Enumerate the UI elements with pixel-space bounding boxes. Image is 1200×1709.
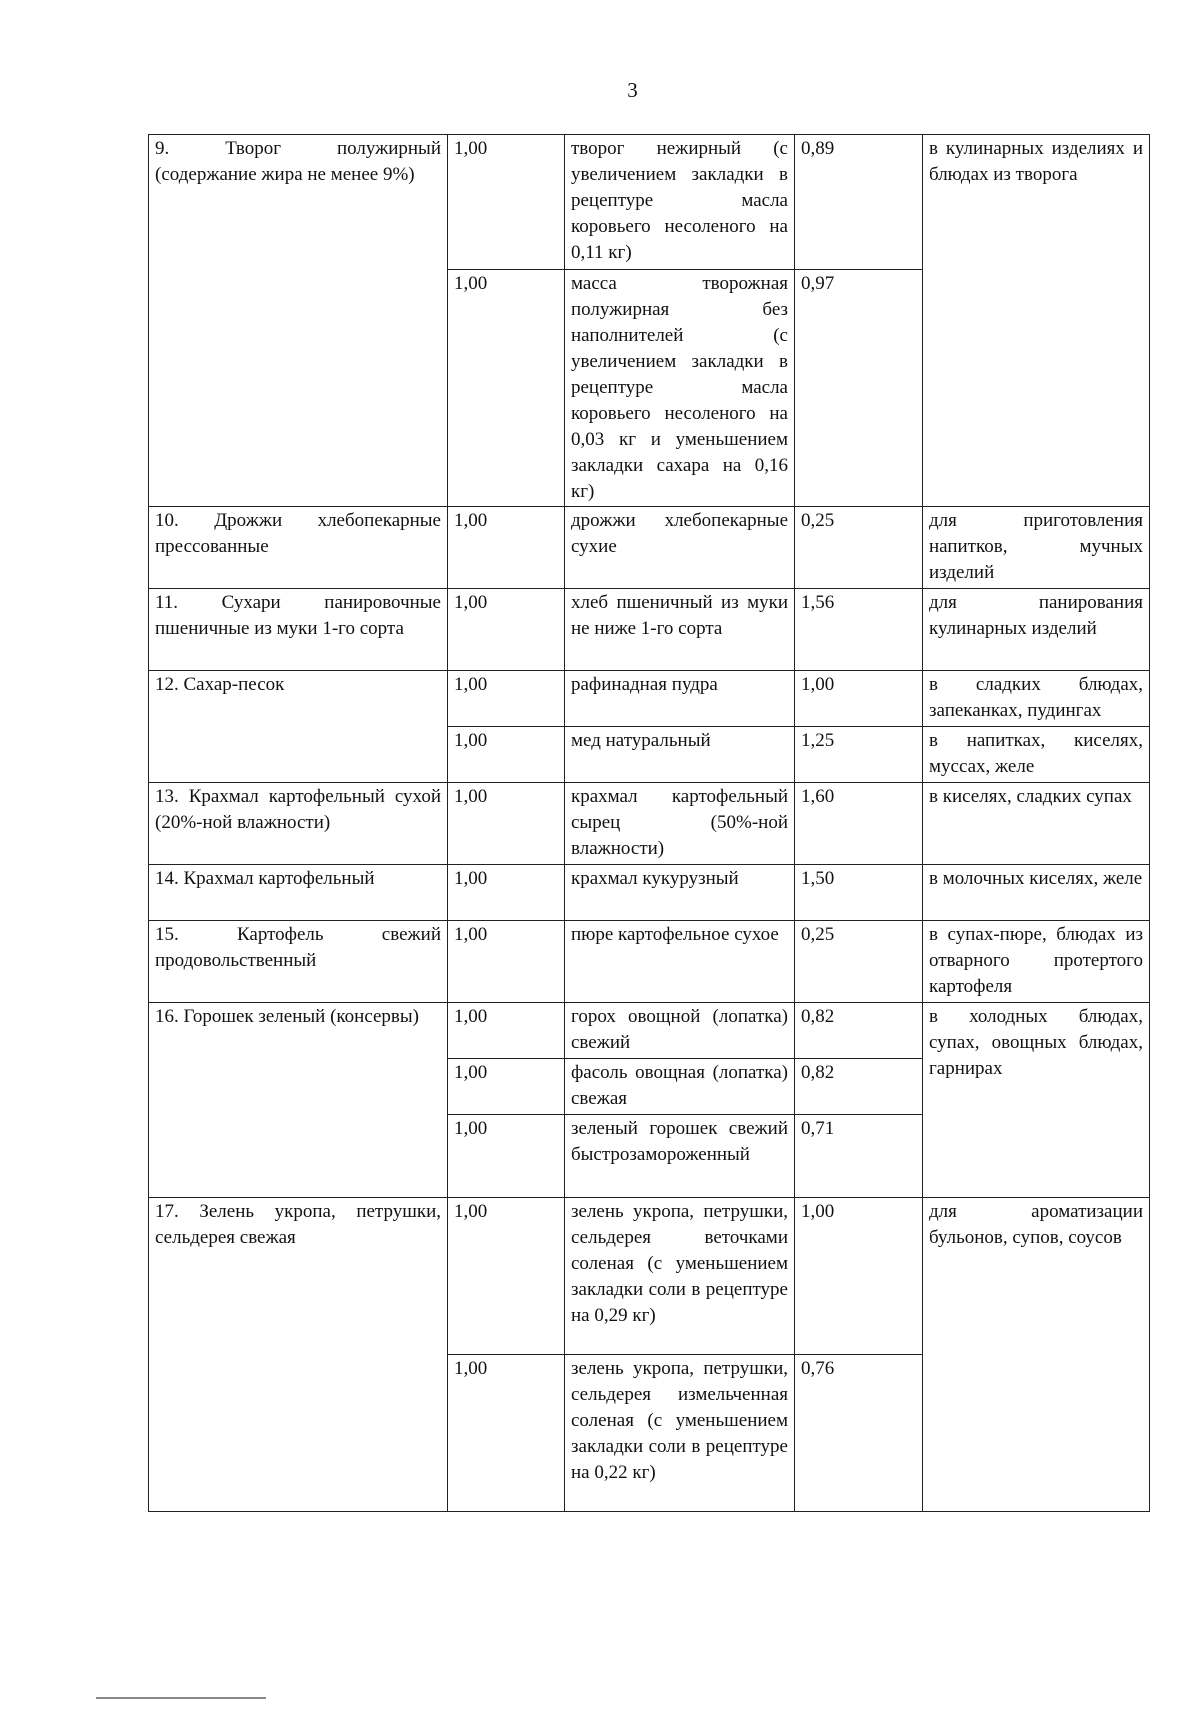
quantity-cell: 1,00 <box>448 270 565 507</box>
usage-cell: в сладких блюдах, запеканках, пудингах <box>923 671 1150 727</box>
quantity-cell: 1,00 <box>448 1003 565 1059</box>
equivalent-cell: 0,25 <box>795 507 923 589</box>
product-cell: 17. Зелень укропа, петрушки, сельдерея свежая <box>149 1198 448 1512</box>
usage-cell: в холодных блюдах, супах, овощных блюдах, гарнирах <box>923 1003 1150 1198</box>
usage-cell: в супах-пюре, блюдах из отварного протертого картофеля <box>923 921 1150 1003</box>
table-row <box>149 589 1150 671</box>
equivalent-cell: 0,71 <box>795 1115 923 1198</box>
usage-cell: для панирования кулинарных изделий <box>923 589 1150 671</box>
quantity-cell: 1,00 <box>448 1059 565 1115</box>
substitution-table <box>148 134 1150 1512</box>
substitute-cell: крахмал картофельный сырец (50%-ной влажности) <box>565 783 795 865</box>
usage-cell: в молочных киселях, желе <box>923 865 1150 921</box>
table-row <box>149 671 1150 727</box>
equivalent-cell: 1,25 <box>795 727 923 783</box>
footer-divider <box>96 1697 266 1699</box>
equivalent-cell: 0,89 <box>795 135 923 270</box>
substitute-cell: пюре картофельное сухое <box>565 921 795 1003</box>
usage-cell: в киселях, сладких супах <box>923 783 1150 865</box>
substitute-cell: фасоль овощная (лопатка) свежая <box>565 1059 795 1115</box>
quantity-cell: 1,00 <box>448 507 565 589</box>
substitute-cell: творог нежирный (с увеличением закладки в рецептуре масла коровьего несоленого на 0,11 кг) <box>565 135 795 270</box>
substitute-cell: рафинадная пудра <box>565 671 795 727</box>
equivalent-cell: 1,00 <box>795 671 923 727</box>
product-cell: 14. Крахмал картофельный <box>149 865 448 921</box>
table-row <box>149 865 1150 921</box>
equivalent-cell: 0,82 <box>795 1003 923 1059</box>
substitute-cell: хлеб пшеничный из муки не ниже 1-го сорта <box>565 589 795 671</box>
quantity-cell: 1,00 <box>448 135 565 270</box>
equivalent-cell: 0,82 <box>795 1059 923 1115</box>
substitute-cell: мед натуральный <box>565 727 795 783</box>
table-row <box>149 921 1150 1003</box>
substitute-cell: крахмал кукурузный <box>565 865 795 921</box>
equivalent-cell: 0,97 <box>795 270 923 507</box>
quantity-cell: 1,00 <box>448 1198 565 1355</box>
product-cell: 15. Картофель свежий продовольственный <box>149 921 448 1003</box>
equivalent-cell: 0,76 <box>795 1355 923 1512</box>
product-cell: 13. Крахмал картофельный сухой (20%-ной влажности) <box>149 783 448 865</box>
quantity-cell: 1,00 <box>448 1355 565 1512</box>
usage-cell: в кулинарных изделиях и блюдах из творога <box>923 135 1150 507</box>
usage-cell: для приготовления напитков, мучных изделий <box>923 507 1150 589</box>
page-number: 3 <box>627 78 638 102</box>
table-row <box>149 135 1150 270</box>
substitute-cell: горох овощной (лопатка) свежий <box>565 1003 795 1059</box>
quantity-cell: 1,00 <box>448 865 565 921</box>
substitute-cell: дрожжи хлебопекарные сухие <box>565 507 795 589</box>
quantity-cell: 1,00 <box>448 727 565 783</box>
product-cell: 11. Сухари панировочные пшеничные из муки 1-го сорта <box>149 589 448 671</box>
product-cell: 12. Сахар-песок <box>149 671 448 783</box>
table-row <box>149 1198 1150 1355</box>
quantity-cell: 1,00 <box>448 589 565 671</box>
substitute-cell: масса творожная полужирная без наполнителей (с увеличением закладки в рецептуре масла коровьего несоленого на 0,03 кг и уменьшением закладки сахара на 0,16 кг) <box>565 270 795 507</box>
substitute-cell: зелень укропа, петрушки, сельдерея веточками соленая (с уменьшением закладки соли в рецептуре на 0,29 кг) <box>565 1198 795 1355</box>
usage-cell: в напитках, киселях, муссах, желе <box>923 727 1150 783</box>
product-cell: 16. Горошек зеленый (консервы) <box>149 1003 448 1198</box>
equivalent-cell: 1,60 <box>795 783 923 865</box>
quantity-cell: 1,00 <box>448 783 565 865</box>
table-row <box>149 783 1150 865</box>
usage-cell: для ароматизации бульонов, супов, соусов <box>923 1198 1150 1512</box>
product-cell: 9. Творог полужирный (содержание жира не менее 9%) <box>149 135 448 507</box>
equivalent-cell: 1,50 <box>795 865 923 921</box>
quantity-cell: 1,00 <box>448 1115 565 1198</box>
quantity-cell: 1,00 <box>448 671 565 727</box>
substitute-cell: зелень укропа, петрушки, сельдерея измельченная соленая (с уменьшением закладки соли в рецептуре на 0,22 кг) <box>565 1355 795 1512</box>
table-row <box>149 507 1150 589</box>
table-row <box>149 1003 1150 1059</box>
product-cell: 10. Дрожжи хлебопекарные прессованные <box>149 507 448 589</box>
substitute-cell: зеленый горошек свежий быстрозамороженный <box>565 1115 795 1198</box>
equivalent-cell: 1,00 <box>795 1198 923 1355</box>
quantity-cell: 1,00 <box>448 921 565 1003</box>
equivalent-cell: 1,56 <box>795 589 923 671</box>
equivalent-cell: 0,25 <box>795 921 923 1003</box>
